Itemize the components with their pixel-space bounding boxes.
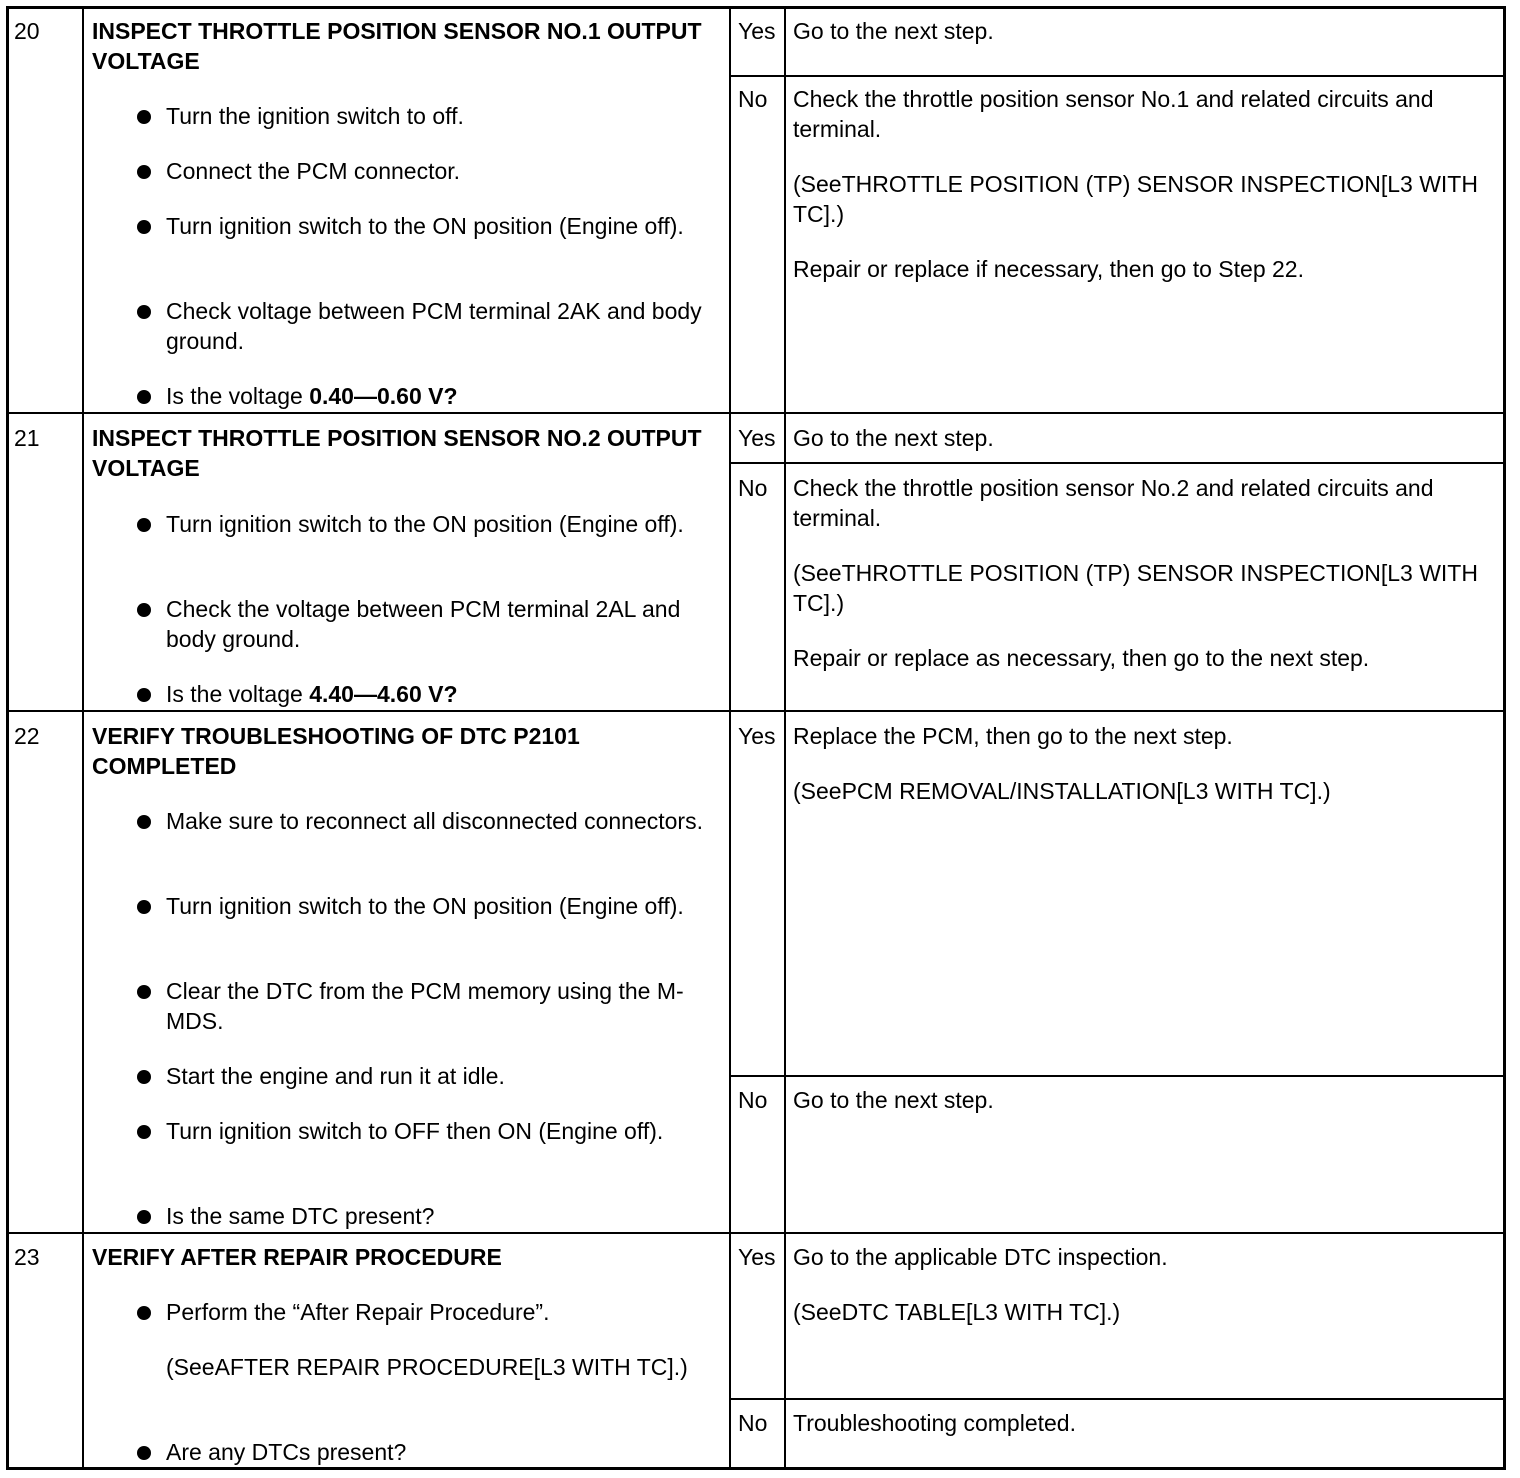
step-title: VERIFY TROUBLESHOOTING OF DTC P2101 COMPLETED <box>92 723 580 779</box>
yes-action: Go to the next step. <box>793 425 994 451</box>
step-instruction: Start the engine and run it at idle. <box>166 1063 505 1089</box>
yes-action: Go to the applicable DTC inspection. <box>793 1244 1168 1270</box>
row-divider <box>9 710 1503 712</box>
yes-action-reference: (SeeDTC TABLE[L3 WITH TC].) <box>793 1299 1121 1325</box>
question-text: Is the voltage <box>166 681 310 707</box>
bullet-icon <box>137 1070 151 1084</box>
column-divider-action <box>784 9 786 1467</box>
bullet-icon <box>137 1446 151 1460</box>
step-instruction: Turn ignition switch to the ON position (Engine off). <box>166 213 684 239</box>
no-action: Check the throttle position sensor No.2 and related circuits and terminal. <box>793 475 1434 531</box>
yes-no-divider <box>729 1075 1503 1077</box>
yes-label: Yes <box>738 18 776 44</box>
step-number: 21 <box>14 425 40 451</box>
voltage-spec: 4.40—4.60 V? <box>309 681 458 707</box>
step-question: Are any DTCs present? <box>166 1439 407 1465</box>
step-title: VERIFY AFTER REPAIR PROCEDURE <box>92 1244 502 1270</box>
yes-action-reference: (SeePCM REMOVAL/INSTALLATION[L3 WITH TC].) <box>793 778 1331 804</box>
step-question <box>166 381 711 411</box>
no-action-reference: (SeeTHROTTLE POSITION (TP) SENSOR INSPECTION[L3 WITH TC].) <box>793 171 1478 227</box>
step-instruction-reference: (SeeAFTER REPAIR PROCEDURE[L3 WITH TC].) <box>166 1354 688 1380</box>
voltage-spec: 0.40—0.60 V? <box>309 383 458 409</box>
step-title: INSPECT THROTTLE POSITION SENSOR NO.2 OUTPUT VOLTAGE <box>92 425 702 481</box>
step-instruction: Check the voltage between PCM terminal 2AL and body ground. <box>166 596 681 652</box>
bullet-icon <box>137 518 151 532</box>
yes-no-divider <box>729 462 1503 464</box>
no-label: No <box>738 1410 768 1436</box>
no-action: Go to the next step. <box>793 1087 994 1113</box>
step-instruction: Clear the DTC from the PCM memory using the M-MDS. <box>166 978 684 1034</box>
bullet-icon <box>137 815 151 829</box>
question-text: Is the voltage <box>166 383 310 409</box>
bullet-icon <box>137 688 151 702</box>
step-instruction: Connect the PCM connector. <box>166 158 461 184</box>
no-action: Check the throttle position sensor No.1 and related circuits and terminal. <box>793 86 1434 142</box>
yes-no-divider <box>729 75 1503 77</box>
no-action: Repair or replace as necessary, then go to the next step. <box>793 645 1370 671</box>
bullet-icon <box>137 305 151 319</box>
step-instruction: Turn ignition switch to OFF then ON (Engine off). <box>166 1118 664 1144</box>
bullet-icon <box>137 110 151 124</box>
bullet-icon <box>137 985 151 999</box>
row-divider <box>9 412 1503 414</box>
no-label: No <box>738 475 768 501</box>
no-label: No <box>738 86 768 112</box>
step-instruction: Turn ignition switch to the ON position (Engine off). <box>166 893 684 919</box>
yes-action: Go to the next step. <box>793 18 994 44</box>
step-title: INSPECT THROTTLE POSITION SENSOR NO.1 OUTPUT VOLTAGE <box>92 18 702 74</box>
bullet-icon <box>137 900 151 914</box>
bullet-icon <box>137 1210 151 1224</box>
no-action: Troubleshooting completed. <box>793 1410 1076 1436</box>
row-divider <box>9 1232 1503 1234</box>
yes-label: Yes <box>738 723 776 749</box>
no-label: No <box>738 1087 768 1113</box>
yes-no-divider <box>729 1398 1503 1400</box>
bullet-icon <box>137 1125 151 1139</box>
bullet-icon <box>137 390 151 404</box>
step-instruction: Perform the “After Repair Procedure”. <box>166 1299 550 1325</box>
step-number: 20 <box>14 18 40 44</box>
step-instruction: Check voltage between PCM terminal 2AK and body ground. <box>166 298 702 354</box>
yes-label: Yes <box>738 1244 776 1270</box>
step-number: 23 <box>14 1244 40 1270</box>
no-action-reference: (SeeTHROTTLE POSITION (TP) SENSOR INSPECTION[L3 WITH TC].) <box>793 560 1478 616</box>
no-action: Repair or replace if necessary, then go to Step 22. <box>793 256 1304 282</box>
step-instruction: Turn the ignition switch to off. <box>166 103 464 129</box>
yes-label: Yes <box>738 425 776 451</box>
step-instruction: Turn ignition switch to the ON position (Engine off). <box>166 511 684 537</box>
step-instruction: Make sure to reconnect all disconnected connectors. <box>166 808 703 834</box>
column-divider-answer <box>729 9 731 1467</box>
step-number: 22 <box>14 723 40 749</box>
bullet-icon <box>137 1306 151 1320</box>
step-question <box>166 679 711 709</box>
column-divider-step <box>82 9 84 1467</box>
bullet-icon <box>137 603 151 617</box>
bullet-icon <box>137 165 151 179</box>
troubleshooting-table <box>6 6 1506 1470</box>
step-question: Is the same DTC present? <box>166 1203 435 1229</box>
bullet-icon <box>137 220 151 234</box>
yes-action: Replace the PCM, then go to the next step. <box>793 723 1233 749</box>
